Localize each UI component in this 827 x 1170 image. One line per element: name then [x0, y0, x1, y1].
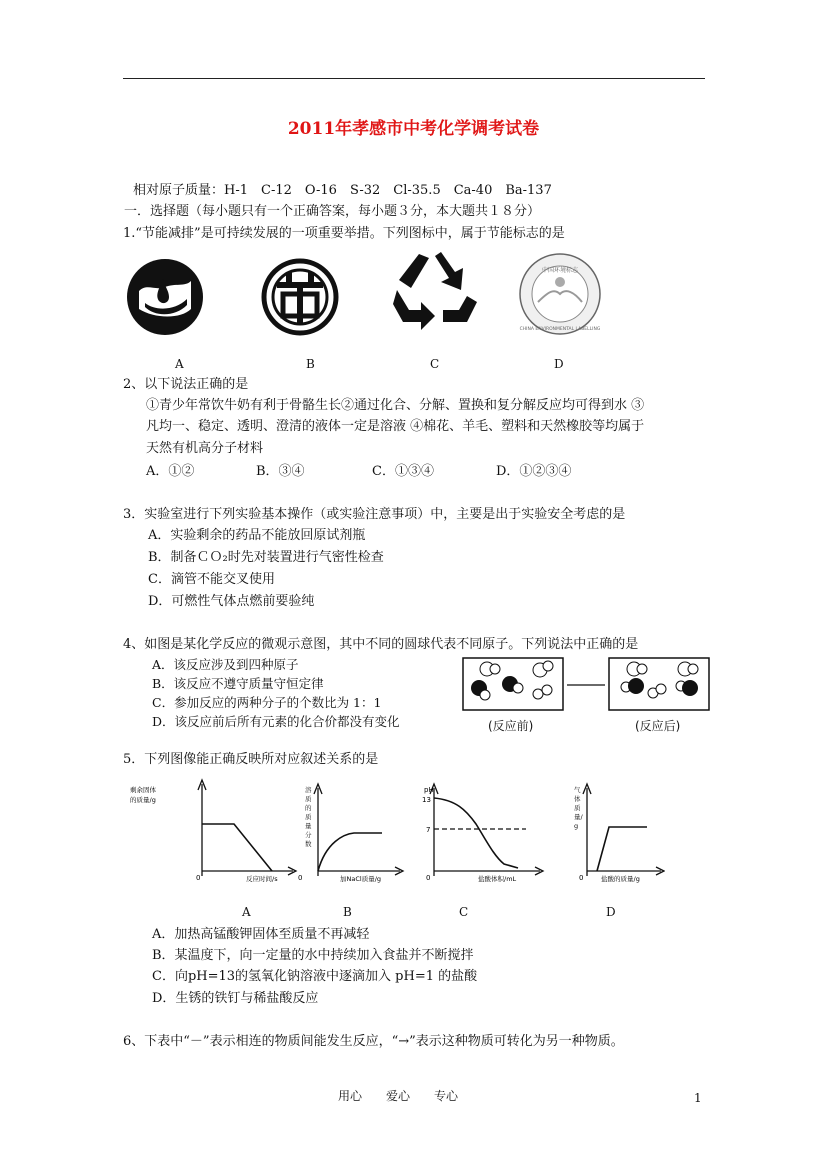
- after-label: (反应后): [635, 719, 681, 733]
- page-number: 1: [694, 1091, 702, 1105]
- graph-d-curve: [597, 827, 647, 871]
- graph-a-curve: [202, 824, 272, 871]
- q5-option-a: A．加热高锰酸钾固体至质量不再减轻: [152, 927, 370, 942]
- environmental-label-icon: [518, 252, 602, 336]
- energy-saving-icon: [125, 257, 205, 337]
- header-rule: [123, 78, 705, 79]
- graph-c-origin: 0: [426, 874, 431, 882]
- before-label: (反应前): [488, 719, 534, 733]
- q3-option-b: B．制备ＣＯ₂时先对装置进行气密性检查: [148, 550, 384, 565]
- graph-c-curve: [434, 798, 518, 868]
- q5-label-c: C: [459, 905, 469, 919]
- q5-label-d: D: [606, 905, 616, 919]
- q2-line2: 凡均一、稳定、透明、澄清的液体一定是溶液 ④棉花、羊毛、塑料和天然橡胶等均属于: [146, 419, 645, 434]
- q4-option-b: B．该反应不遵守质量守恒定律: [152, 676, 324, 691]
- graph-c-tick7: 7: [426, 826, 431, 834]
- q3-option-d: D．可燃性气体点燃前要验纯: [148, 594, 315, 609]
- q4-option-d: D．该反应前后所有元素的化合价都没有变化: [152, 714, 400, 729]
- q5-option-d: D．生锈的铁钉与稀盐酸反应: [152, 991, 319, 1006]
- q3-option-c: C．滴管不能交叉使用: [148, 572, 275, 587]
- q4-option-a: A．该反应涉及到四种原子: [152, 657, 299, 672]
- atomic-masses: 相对原子质量：H-1 C-12 O-16 S-32 Cl-35.5 Ca-40 Ba-137: [133, 183, 552, 198]
- graph-c: [420, 780, 545, 884]
- q5-label-b: B: [343, 905, 352, 919]
- graph-c-tick13: 13: [422, 796, 431, 804]
- q2-line3: 天然有机高分子材料: [146, 441, 264, 456]
- graph-a-ylabel2: 的质量/g: [130, 796, 156, 804]
- graph-b-ylabel: 溶质的质量分数: [305, 786, 312, 848]
- q5-stem: 5．下列图像能正确反映所对应叙述关系的是: [123, 752, 379, 767]
- graph-b-xlabel: 加NaCl质量/g: [340, 875, 382, 883]
- q2-option-c: C．①③④: [372, 464, 434, 479]
- graph-a-origin: 0: [196, 874, 201, 882]
- graph-b-curve: [318, 833, 382, 871]
- q4-option-c: C．参加反应的两种分子的个数比为 1：1: [152, 695, 382, 710]
- section-heading: 一．选择题（每小题只有一个正确答案，每小题３分，本大题共１８分）: [124, 204, 541, 219]
- water-saving-icon: [261, 258, 339, 336]
- q1-stem: 1.“节能减排”是可持续发展的一项重要举措。下列图标中，属于节能标志的是: [123, 226, 565, 241]
- q2-line1: ①青少年常饮牛奶有利于骨骼生长②通过化合、分解、置换和复分解反应均可得到水 ③: [146, 398, 645, 413]
- q5-option-b: B．某温度下，向一定量的水中持续加入食盐并不断搅拌: [152, 948, 474, 963]
- q1-label-a: A: [175, 357, 184, 371]
- q1-label-c: C: [430, 357, 440, 371]
- graph-c-xlabel: 盐酸体积/mL: [478, 875, 517, 883]
- page-title: 2011年孝感市中考化学调考试卷: [287, 119, 540, 139]
- graph-b-origin: 0: [298, 874, 303, 882]
- icon-d-cn-text: 中国环境标志: [541, 267, 579, 274]
- q2-option-d: D．①②③④: [496, 464, 572, 479]
- recycle-icon: [391, 250, 479, 336]
- q1-label-d: D: [554, 357, 564, 371]
- q5-label-a: A: [242, 905, 251, 919]
- q3-option-a: A．实验剩余的药品不能放回原试剂瓶: [148, 528, 366, 543]
- q1-label-b: B: [306, 357, 315, 371]
- icon-d-en-text: CHINA ENVIRONMENTAL LABELLING: [519, 327, 601, 332]
- graph-d-origin: 0: [579, 874, 584, 882]
- graph-a-xlabel: 反应时间/s: [246, 875, 278, 883]
- graph-a: [128, 776, 298, 884]
- q6-stem: 6、下表中“－”表示相连的物质间能发生反应，“→”表示这种物质可转化为另一种物质。: [123, 1034, 624, 1049]
- footer-motto: 用心 爱心 专心: [338, 1089, 459, 1103]
- reaction-diagram: [460, 656, 714, 714]
- q2-option-b: B．③④: [256, 464, 305, 479]
- q2-option-a: A．①②: [146, 464, 195, 479]
- graph-c-ylabel: pH: [424, 786, 434, 794]
- q3-stem: 3．实验室进行下列实验基本操作（或实验注意事项）中，主要是出于实验安全考虑的是: [123, 507, 626, 522]
- graph-d-ylabel: 气体质量/g: [574, 786, 583, 830]
- graph-a-ylabel1: 剩余固体: [130, 786, 156, 794]
- q5-option-c: C．向pH=13的氢氧化钠溶液中逐滴加入 pH=1 的盐酸: [152, 969, 478, 984]
- q2-stem: 2、以下说法正确的是: [123, 377, 249, 392]
- q4-stem: 4、如图是某化学反应的微观示意图，其中不同的圆球代表不同原子。下列说法中正确的是: [123, 637, 639, 652]
- graph-d-xlabel: 盐酸的质量/g: [601, 875, 640, 883]
